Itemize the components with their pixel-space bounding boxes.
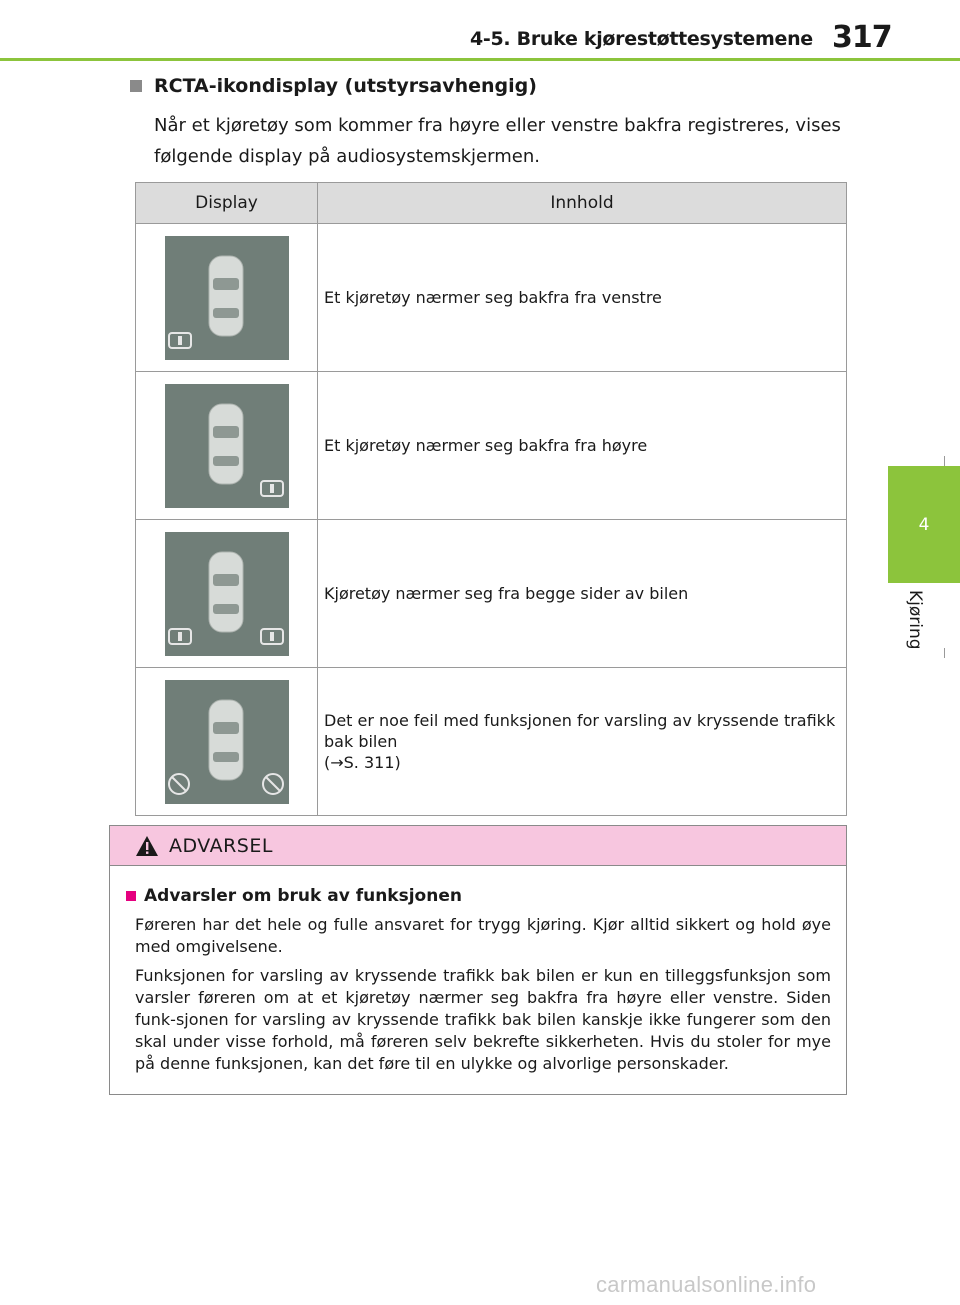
warning-triangle-icon [135, 835, 159, 857]
description-cell [318, 668, 847, 816]
car-icon [209, 700, 243, 780]
warning-paragraph: Funksjonen for varsling av kryssende trafikk bak bilen er kun en tilleggsfunksjon som varsler føreren om at et kjøretøy nærmer seg bakfra fra høyre eller venstre. Siden funk-sjonen for varsling av kryssende trafikk bak bilen kanskje ikke fungerer som den skal under visse forhold, må føreren selv bekrefte sikkerheten. Hvis du stoler for mye på denne funksjonen, kan det føre til en ulykke og alvorlige personskader. [135, 966, 831, 1073]
section-heading [130, 75, 537, 97]
warning-subheading-text: Advarsler om bruk av funksjonen [144, 886, 462, 906]
icon-table [135, 182, 847, 816]
left-malfunction-icon [169, 774, 189, 794]
car-icon [209, 552, 243, 632]
car-both-indicators-icon [165, 532, 289, 656]
description-cell [318, 372, 847, 520]
margin-tick [944, 456, 945, 466]
row-description: Et kjøretøy nærmer seg bakfra fra venstre [324, 288, 662, 307]
left-indicator-icon [169, 333, 191, 348]
right-indicator-icon [261, 481, 283, 496]
warning-title: ADVARSEL [169, 834, 273, 857]
table-row [136, 372, 847, 520]
display-cell [136, 224, 318, 372]
pink-bullet-icon [126, 891, 136, 901]
table-row [136, 224, 847, 372]
row-description: Et kjøretøy nærmer seg bakfra fra høyre [324, 436, 648, 455]
page-reference[interactable]: (→S. 311) [324, 753, 401, 772]
warning-box [109, 825, 847, 1095]
column-header-content: Innhold [318, 183, 847, 224]
right-indicator-icon [261, 629, 283, 644]
warning-subheading [126, 886, 462, 906]
header-rule [0, 58, 960, 61]
car-icon [209, 404, 243, 484]
warning-header [110, 826, 846, 866]
right-malfunction-icon [263, 774, 283, 794]
table-row [136, 668, 847, 816]
warning-paragraph: Føreren har det hele og fulle ansvaret for trygg kjøring. Kjør alltid sikkert og hold øye med omgivelsene. [135, 915, 831, 956]
left-indicator-icon [169, 629, 191, 644]
display-cell [136, 668, 318, 816]
table-header-row [136, 183, 847, 224]
car-icon [209, 256, 243, 336]
car-left-indicator-icon [165, 236, 289, 360]
description-cell [318, 224, 847, 372]
description-cell [318, 520, 847, 668]
chapter-tab-number: 4 [918, 514, 930, 535]
car-malfunction-icon [165, 680, 289, 804]
chapter-title: 4-5. Bruke kjørestøttesystemene [470, 28, 813, 50]
display-cell [136, 372, 318, 520]
section-intro: Når et kjøretøy som kommer fra høyre eller venstre bakfra registreres, vises følgende display på audiosystemskjermen. [154, 115, 841, 167]
table-row [136, 520, 847, 668]
column-header-display: Display [136, 183, 318, 224]
section-heading-text: RCTA-ikondisplay (utstyrsavhengig) [154, 75, 537, 97]
square-bullet-icon [130, 80, 142, 92]
margin-tick [944, 648, 945, 658]
chapter-tab[interactable] [888, 466, 960, 583]
page-number: 317 [832, 20, 892, 55]
row-description: Kjøretøy nærmer seg fra begge sider av bilen [324, 584, 689, 603]
car-right-indicator-icon [165, 384, 289, 508]
watermark: carmanualsonline.info [596, 1272, 817, 1297]
row-description: Det er noe feil med funksjonen for varsling av kryssende trafikk bak bilen [324, 711, 836, 751]
chapter-tab-label: Kjøring [905, 590, 925, 650]
display-cell [136, 520, 318, 668]
